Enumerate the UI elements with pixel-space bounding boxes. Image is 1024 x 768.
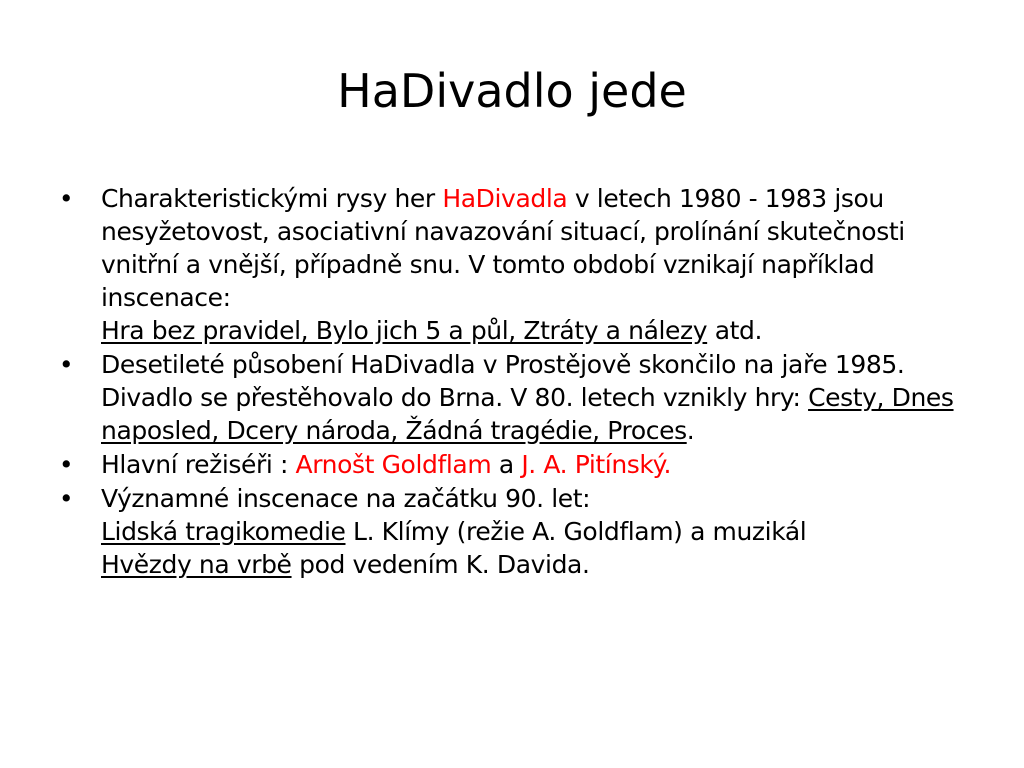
bullet-icon: • [58,450,74,479]
text: v letech 1980 - 1983 jsou nesyžetovost, asociativní navazování situací, prolínání skutečnosti vnitřní a vnější, případně snu. V tomto období vznikají například inscenace: [101,184,905,312]
director-name: J. A. Pitínský. [521,450,671,479]
text: Hlavní režiséři : [101,450,296,479]
text: Významné inscenace na začátku 90. let: [101,484,591,513]
bullet-icon: • [58,350,74,379]
bullet-icon: • [58,484,74,513]
slide-title: HaDivadlo jede [337,64,687,118]
highlight-hadivadla: HaDivadla [442,184,568,213]
text: L. Klímy (režie A. Goldflam) a muzikál [345,517,807,546]
underlined-play: Hvězdy na vrbě [101,550,292,579]
bullet-icon: • [58,184,74,213]
text: a [491,450,522,479]
director-name: Arnošt Goldflam [295,450,492,479]
text: Desetileté působení HaDivadla v Prostějově skončilo na jaře 1985. Divadlo se přestěhovalo do Brna. V 80. letech vznikly hry: [101,350,905,412]
bullet-item-1 [56,182,956,347]
bullet-list [56,182,956,581]
bullet-item-3 [56,448,956,481]
text: . [686,416,695,445]
bullet-item-4 [56,482,956,581]
underlined-plays: Hra bez pravidel, Bylo jich 5 a půl, Ztráty a nálezy [101,316,708,345]
text: Charakteristickými rysy her [101,184,443,213]
underlined-plays: Cesty, Dnes naposled, Dcery národa, Žádná tragédie, Proces [101,383,954,445]
bullet-item-2 [56,348,956,447]
text: pod vedením K. Davida. [291,550,590,579]
text: atd. [707,316,763,345]
underlined-play: Lidská tragikomedie [101,517,346,546]
